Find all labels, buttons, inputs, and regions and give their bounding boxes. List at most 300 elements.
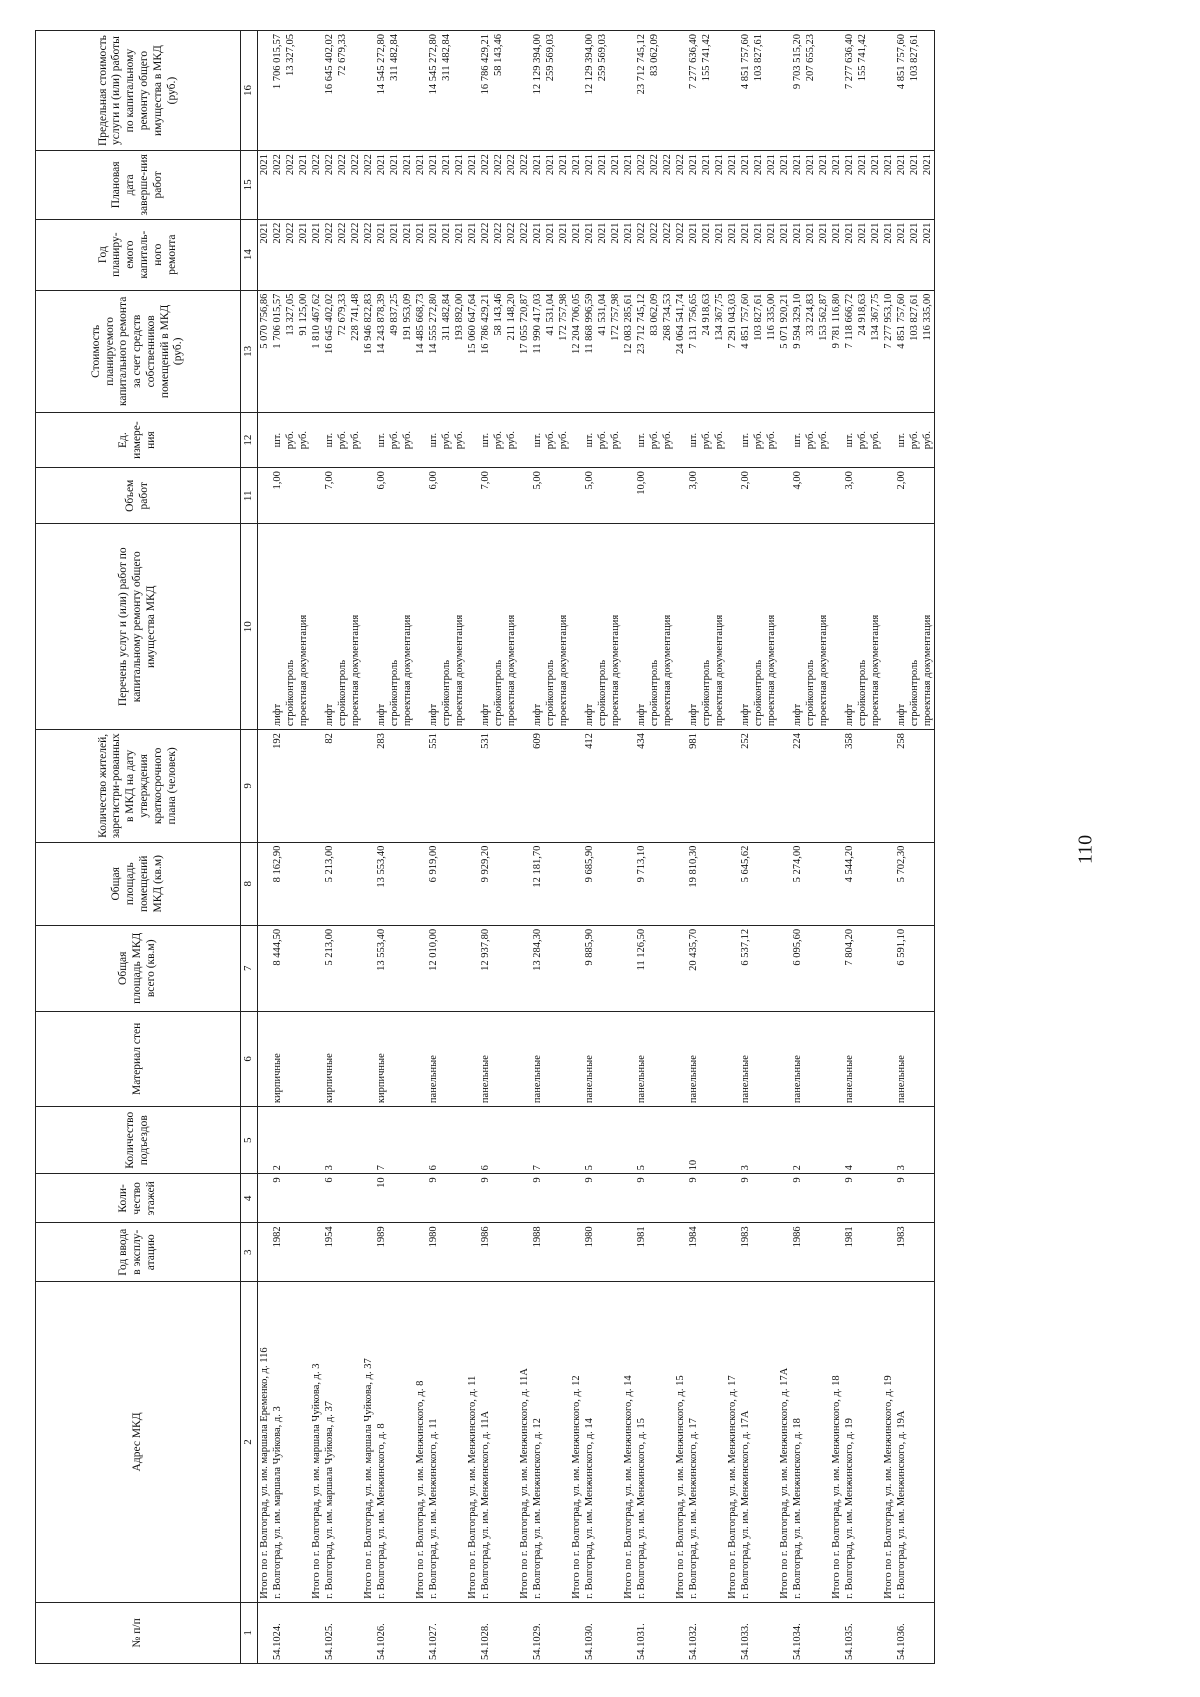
col-number: 13: [241, 290, 258, 412]
cell-line: Итого по г. Волгоград, ул. им. маршала Чуйкова, д. 3: [311, 1363, 322, 1599]
cell-line: 2021: [311, 222, 322, 244]
total-area-cell: [882, 925, 895, 1011]
entrances-cell: [791, 1107, 830, 1174]
cell-line: 2021: [415, 222, 426, 244]
completion-date-cell: [375, 151, 414, 220]
premises-area-cell: [531, 842, 570, 925]
cell-line: 434: [636, 733, 647, 749]
cell-line: 2021: [701, 154, 712, 176]
total-area-cell: [791, 925, 830, 1011]
cell-line: [557, 471, 570, 520]
cell-line: 2022: [506, 222, 517, 244]
cell-line: [310, 1606, 323, 1660]
works-list-cell: [583, 524, 622, 730]
cell-line: руб.: [662, 430, 673, 450]
col-number: 16: [241, 31, 258, 151]
cell-line: [570, 527, 583, 726]
cell-line: [466, 1015, 479, 1103]
cell-line: 54.1035.: [844, 1623, 855, 1660]
cell-line: [661, 34, 674, 147]
cell-line: [622, 471, 635, 520]
works-list-cell: [362, 524, 375, 730]
entrances-cell: [583, 1107, 622, 1174]
residents-cell: [362, 730, 375, 843]
cell-line: 2021: [909, 154, 920, 176]
repair-year-cell: [375, 219, 414, 290]
completion-date-cell: [622, 151, 635, 220]
cell-line: 14 485 668,73: [415, 293, 426, 355]
cell-line: проектная документация: [454, 614, 465, 727]
cell-line: 2022: [272, 222, 283, 244]
col-number: 2: [241, 1282, 258, 1603]
cell-line: 7,00: [480, 471, 491, 490]
cell-line: [622, 1110, 635, 1170]
completion-date-cell: [726, 151, 739, 220]
works-list-cell: [843, 524, 882, 730]
cell-line: 9 781 116,80: [831, 293, 842, 349]
cell-line: 9: [688, 1177, 699, 1183]
cell-line: 9 713,10: [636, 845, 647, 883]
cell-line: 23 712 745,12: [636, 293, 647, 355]
cell-line: руб.: [441, 430, 452, 450]
year-built-cell: [726, 1223, 739, 1282]
residents-cell: [479, 730, 518, 843]
cell-line: 2021: [727, 222, 738, 244]
premises-area-cell: [791, 842, 830, 925]
cell-line: 2021: [727, 154, 738, 176]
residents-cell: [791, 730, 830, 843]
cell-line: [674, 1606, 687, 1660]
cell-line: [726, 527, 739, 726]
cell-line: проектная документация: [506, 614, 517, 727]
work-volume-cell: [531, 468, 570, 524]
cell-line: [661, 471, 674, 520]
cell-line: 12 010,00: [428, 928, 439, 971]
cell-line: [778, 1110, 791, 1170]
cell-line: 2021: [298, 222, 309, 244]
floors-cell: [622, 1174, 635, 1223]
cell-line: 2021: [259, 154, 270, 176]
work-volume-cell: [778, 468, 791, 524]
repair-year-cell: [271, 219, 310, 290]
cell-line: 1 706 015,57: [272, 293, 283, 349]
max-cost-cell: [531, 31, 570, 151]
residents-cell: [895, 730, 935, 843]
max-cost-cell: [375, 31, 414, 151]
address-cell: [310, 1282, 323, 1603]
col-header-address: Адрес МКД: [36, 1282, 241, 1603]
cell-line: 2021: [922, 222, 933, 244]
cell-line: 20 435,70: [688, 928, 699, 971]
premises-area-cell: [622, 842, 635, 925]
address-cell: [778, 1282, 791, 1603]
cell-line: 12 083 285,61: [623, 293, 634, 355]
work-volume-cell: [674, 468, 687, 524]
cell-line: [310, 929, 323, 1008]
cell-line: лифт: [480, 703, 491, 727]
cell-line: 211 148,20: [506, 293, 517, 341]
year-built-cell: [778, 1223, 791, 1282]
table-row: [479, 31, 518, 1664]
table-row: [362, 31, 375, 1664]
premises-area-cell: [635, 842, 674, 925]
cell-line: 2021: [610, 222, 621, 244]
cell-line: 311 482,84: [441, 293, 452, 341]
cell-line: [882, 1110, 895, 1170]
unit-cell: [635, 413, 674, 468]
row-number: [310, 1602, 323, 1663]
cell-line: руб.: [766, 430, 777, 450]
completion-date-cell: [362, 151, 375, 220]
cell-line: [453, 34, 466, 147]
table-row: [414, 31, 427, 1664]
unit-cell: [726, 413, 739, 468]
cell-line: 6,00: [428, 471, 439, 490]
residents-cell: [622, 730, 635, 843]
cell-line: [609, 471, 622, 520]
cell-line: 24 918,63: [857, 293, 868, 336]
table-row: [622, 31, 635, 1664]
repair-year-cell: [726, 219, 739, 290]
entrances-cell: [570, 1107, 583, 1174]
cost-cell: [375, 290, 414, 412]
table-header-row: [36, 31, 241, 1664]
cell-line: 7 804,20: [844, 928, 855, 966]
cell-line: [362, 1177, 375, 1219]
cell-line: 1 706 015,57: [272, 34, 283, 90]
cell-line: 12 129 394,00: [532, 34, 543, 95]
cell-line: лифт: [428, 703, 439, 727]
cell-line: 103 827,61: [909, 293, 920, 341]
cell-line: [310, 471, 323, 520]
table-row: [271, 31, 310, 1664]
cell-line: [466, 846, 479, 922]
row-number: [466, 1602, 479, 1663]
cell-line: 9 929,20: [480, 845, 491, 883]
repair-year-cell: [427, 219, 466, 290]
residents-cell: [466, 730, 479, 843]
cell-line: [453, 471, 466, 520]
col-number: 10: [241, 524, 258, 730]
cell-line: [557, 34, 570, 147]
year-built-cell: [791, 1223, 830, 1282]
works-list-cell: [674, 524, 687, 730]
cell-line: проектная документация: [350, 614, 361, 727]
cell-line: 2021: [688, 154, 699, 176]
wall-material-cell: [258, 1011, 272, 1106]
cell-line: [310, 527, 323, 726]
max-cost-cell: [427, 31, 466, 151]
cell-line: 1989: [376, 1226, 387, 1248]
cell-line: 311 482,84: [441, 34, 452, 81]
cost-cell: [726, 290, 739, 412]
cell-line: 54.1034.: [792, 1623, 803, 1660]
entrances-cell: [414, 1107, 427, 1174]
cell-line: 2021: [688, 222, 699, 244]
cell-line: [726, 416, 739, 464]
cell-line: 82: [324, 733, 335, 744]
works-list-cell: [687, 524, 726, 730]
cell-line: 2021: [532, 222, 543, 244]
total-area-cell: [570, 925, 583, 1011]
table-row: [843, 31, 882, 1664]
cell-line: 6: [324, 1177, 335, 1183]
cell-line: руб.: [753, 430, 764, 450]
cell-line: 2021: [896, 154, 907, 176]
repair-year-cell: [479, 219, 518, 290]
cell-line: [830, 733, 843, 839]
cell-line: 8 162,90: [272, 845, 283, 883]
cell-line: 268 734,53: [662, 293, 673, 341]
residents-cell: [635, 730, 674, 843]
cell-line: 13 553,40: [376, 928, 387, 971]
cell-line: [414, 846, 427, 922]
capital-repair-table: [35, 30, 935, 1664]
entrances-cell: [739, 1107, 778, 1174]
cell-line: 15 060 647,64: [467, 293, 478, 355]
address-cell: [427, 1282, 466, 1603]
cell-line: [349, 34, 362, 147]
year-built-cell: [375, 1223, 414, 1282]
cell-line: [778, 929, 791, 1008]
repair-year-cell: [531, 219, 570, 290]
row-number: [687, 1602, 726, 1663]
cell-line: 1980: [584, 1226, 595, 1248]
cell-line: [362, 1015, 375, 1103]
cost-cell: [362, 290, 375, 412]
col-number: 11: [241, 468, 258, 524]
cell-line: 1981: [844, 1226, 855, 1248]
col-number: 7: [241, 925, 258, 1011]
total-area-cell: [518, 925, 531, 1011]
cell-line: [466, 1606, 479, 1660]
table-row: [518, 31, 531, 1664]
cell-line: 3: [324, 1165, 335, 1171]
premises-area-cell: [882, 842, 895, 925]
cell-line: [258, 416, 271, 464]
residents-cell: [674, 730, 687, 843]
repair-year-cell: [310, 219, 323, 290]
cell-line: кирпичные: [324, 1053, 335, 1104]
works-list-cell: [570, 524, 583, 730]
cell-line: панельные: [480, 1055, 491, 1104]
cell-line: [570, 1015, 583, 1103]
cell-line: 54.1030.: [584, 1623, 595, 1660]
max-cost-cell: [466, 31, 479, 151]
cell-line: [297, 34, 310, 147]
max-cost-cell: [583, 31, 622, 151]
cell-line: 224: [792, 733, 803, 749]
cell-line: 5 274,00: [792, 845, 803, 883]
cell-line: стройконтроль: [441, 660, 452, 727]
premises-area-cell: [830, 842, 843, 925]
address-cell: [466, 1282, 479, 1603]
cell-line: [388, 471, 401, 520]
cell-line: 13 327,05: [285, 34, 296, 76]
cell-line: 2021: [831, 222, 842, 244]
works-list-cell: [739, 524, 778, 730]
cell-line: [726, 471, 739, 520]
cell-line: 10,00: [636, 471, 647, 495]
max-cost-cell: [895, 31, 935, 151]
cell-line: лифт: [636, 703, 647, 727]
unit-cell: [791, 413, 830, 468]
cell-line: 6: [428, 1165, 439, 1171]
cell-line: 6 095,60: [792, 928, 803, 966]
wall-material-cell: [375, 1011, 414, 1106]
cell-line: Итого по г. Волгоград, ул. им. маршала Чуйкова, д. 37: [363, 1358, 374, 1599]
cell-line: 531: [480, 733, 491, 749]
cell-line: 6 919,00: [428, 845, 439, 883]
cell-line: лифт: [896, 703, 907, 727]
cell-line: Итого по г. Волгоград, ул. им. Менжинского, д. 11А: [519, 1368, 530, 1599]
unit-cell: [362, 413, 375, 468]
repair-year-cell: [778, 219, 791, 290]
cell-line: 172 757,98: [558, 293, 569, 341]
col-number: 4: [241, 1174, 258, 1223]
works-list-cell: [830, 524, 843, 730]
address-cell: [583, 1282, 622, 1603]
cell-line: [726, 846, 739, 922]
cell-line: руб.: [454, 430, 465, 450]
entrances-cell: [258, 1107, 272, 1174]
cell-line: 2021: [779, 154, 790, 176]
cost-cell: [531, 290, 570, 412]
table-row: [583, 31, 622, 1664]
cell-line: [362, 527, 375, 726]
address-cell: [570, 1282, 583, 1603]
cost-cell: [479, 290, 518, 412]
cell-line: 1954: [324, 1226, 335, 1248]
cell-line: [362, 34, 375, 147]
cell-line: [310, 1226, 323, 1278]
work-volume-cell: [323, 468, 362, 524]
cell-line: панельные: [896, 1055, 907, 1104]
residents-cell: [531, 730, 570, 843]
cell-line: шт.: [688, 432, 699, 448]
cell-line: [778, 527, 791, 726]
cell-line: [622, 929, 635, 1008]
cell-line: 2022: [337, 222, 348, 244]
cell-line: проектная документация: [922, 614, 933, 727]
col-number: 5: [241, 1107, 258, 1174]
cell-line: 7 118 666,72: [844, 293, 855, 349]
max-cost-cell: [739, 31, 778, 151]
cell-line: [830, 527, 843, 726]
works-list-cell: [895, 524, 935, 730]
year-built-cell: [258, 1223, 272, 1282]
entrances-cell: [674, 1107, 687, 1174]
cost-cell: [518, 290, 531, 412]
wall-material-cell: [479, 1011, 518, 1106]
cell-line: 192: [272, 733, 283, 749]
unit-cell: [427, 413, 466, 468]
floors-cell: [739, 1174, 778, 1223]
cell-line: 103 827,61: [909, 34, 920, 82]
col-header-max-cost: Предельная стоимость услуги и (или) работы по капитальному ремонту общего имущества в МКД (руб.): [36, 31, 241, 151]
cell-line: 2021: [779, 222, 790, 244]
cell-line: руб.: [857, 430, 868, 450]
cell-line: руб.: [402, 430, 413, 450]
cell-line: [518, 846, 531, 922]
works-list-cell: [466, 524, 479, 730]
cell-line: 16 645 402,02: [324, 34, 335, 95]
cell-line: [830, 929, 843, 1008]
cell-line: [674, 34, 687, 147]
cell-line: [778, 1015, 791, 1103]
cell-line: проектная документация: [766, 614, 777, 727]
cell-line: [544, 471, 557, 520]
completion-date-cell: [778, 151, 791, 220]
cell-line: 2021: [623, 154, 634, 176]
cell-line: [869, 34, 882, 147]
floors-cell: [466, 1174, 479, 1223]
total-area-cell: [674, 925, 687, 1011]
col-number: 6: [241, 1011, 258, 1106]
residents-cell: [778, 730, 791, 843]
cell-line: г. Волгоград, ул. им. Менжинского, д. 15: [636, 1418, 647, 1599]
cell-line: лифт: [272, 703, 283, 727]
work-volume-cell: [843, 468, 882, 524]
total-area-cell: [726, 925, 739, 1011]
cell-line: [258, 846, 271, 922]
cell-line: шт.: [636, 432, 647, 448]
table-row: [791, 31, 830, 1664]
table-row: [778, 31, 791, 1664]
residents-cell: [375, 730, 414, 843]
premises-area-cell: [375, 842, 414, 925]
wall-material-cell: [518, 1011, 531, 1106]
cost-cell: [687, 290, 726, 412]
works-list-cell: [375, 524, 414, 730]
total-area-cell: [687, 925, 726, 1011]
total-area-cell: [895, 925, 935, 1011]
floors-cell: [271, 1174, 310, 1223]
cell-line: [310, 1015, 323, 1103]
completion-date-cell: [323, 151, 362, 220]
cell-line: 9 594 329,10: [792, 293, 803, 349]
cell-line: [674, 471, 687, 520]
cell-line: [284, 471, 297, 520]
cell-line: [570, 1226, 583, 1278]
cell-line: руб.: [545, 430, 556, 450]
cell-line: [778, 471, 791, 520]
cell-line: 252: [740, 733, 751, 749]
max-cost-cell: [323, 31, 362, 151]
cell-line: [310, 733, 323, 839]
cell-line: [310, 1110, 323, 1170]
cell-line: 2021: [467, 154, 478, 176]
cell-line: 2021: [441, 222, 452, 244]
max-cost-cell: [635, 31, 674, 151]
cell-line: [674, 1015, 687, 1103]
wall-material-cell: [466, 1011, 479, 1106]
cell-line: 412: [584, 733, 595, 749]
cell-line: [882, 527, 895, 726]
year-built-cell: [895, 1223, 935, 1282]
cost-cell: [830, 290, 843, 412]
cell-line: 981: [688, 733, 699, 749]
entrances-cell: [427, 1107, 466, 1174]
cell-line: 5 213,00: [324, 845, 335, 883]
cell-line: руб.: [870, 430, 881, 450]
wall-material-cell: [583, 1011, 622, 1106]
cell-line: 9: [792, 1177, 803, 1183]
cell-line: стройконтроль: [649, 660, 660, 727]
cell-line: [336, 471, 349, 520]
unit-cell: [479, 413, 518, 468]
cell-line: 5 070 756,86: [259, 293, 270, 349]
